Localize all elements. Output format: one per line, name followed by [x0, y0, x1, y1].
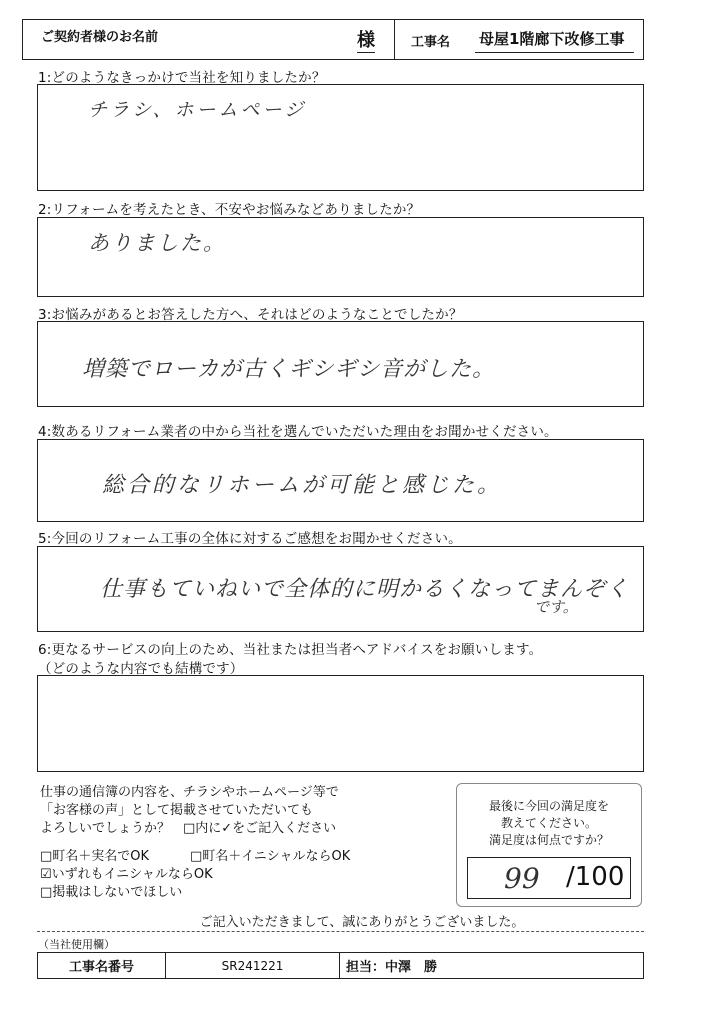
header-box — [22, 19, 644, 60]
publication-text-3: よろしいでしょうか？ □内に✓をご記入ください — [40, 821, 337, 836]
publication-option-no-publish[interactable]: □掲載はしないでほしい — [40, 885, 183, 900]
publication-option-real-name[interactable]: □町名＋実名でOK — [40, 849, 150, 864]
answer-4: 総合的なリホームが可能と感じた。 — [102, 473, 503, 498]
answer-box-4[interactable] — [37, 439, 644, 522]
question-4: 4:数あるリフォーム業者の中から当社を選んでいただいた理由をお聞かせください。 — [38, 424, 558, 440]
project-name-label: 工事名 — [411, 35, 451, 50]
office-divider — [37, 931, 644, 932]
publication-option-all-initials[interactable]: ☑いずれもイニシャルならOK — [40, 867, 213, 882]
question-2: 2:リフォームを考えたとき、不安やお悩みなどありましたか？ — [38, 202, 421, 218]
score-box[interactable] — [467, 857, 631, 899]
honorific: 様 — [357, 26, 375, 53]
answer-5-line2: です。 — [534, 598, 578, 616]
answer-box-6[interactable] — [37, 675, 644, 772]
staff-name: 担当：中澤 勝 — [346, 960, 438, 975]
answer-1: チラシ、ホームページ — [88, 99, 307, 121]
answer-box-2[interactable] — [37, 217, 644, 297]
publication-option-town-initials[interactable]: □町名＋イニシャルならOK — [190, 849, 351, 864]
question-1: 1:どのようなきっかけで当社を知りましたか？ — [38, 70, 326, 86]
customer-name-cell[interactable] — [23, 20, 395, 59]
publication-text-2: 「お客様の声」として掲載させていただいても — [40, 803, 314, 818]
office-use-label: （当社使用欄） — [38, 938, 115, 951]
office-table — [37, 952, 644, 979]
score-value: 99 — [504, 862, 540, 895]
question-3: 3:お悩みがあるとお答えした方へ、それはどのようなことでしたか？ — [38, 307, 463, 323]
answer-box-3[interactable] — [37, 321, 644, 407]
answer-3: 増築でローカが古くギシギシ音がした。 — [82, 357, 496, 382]
customer-name-label: ご契約者様のお名前 — [41, 30, 159, 45]
question-5: 5:今回のリフォーム工事の全体に対するご感想をお聞かせください。 — [38, 531, 462, 547]
answer-box-1[interactable] — [37, 84, 644, 191]
project-code-value: SR241221 — [166, 953, 340, 978]
project-code-label: 工事名番号 — [38, 953, 166, 978]
score-max: /100 — [566, 862, 625, 892]
project-name-cell — [395, 20, 643, 59]
satisfaction-panel — [456, 783, 642, 907]
answer-5: 仕事もていねいで全体的に明かるくなってまんぞく — [100, 577, 630, 602]
publication-text-1: 仕事の通信簿の内容を、チラシやホームページ等で — [40, 785, 339, 800]
project-name-value: 母屋1階廊下改修工事 — [475, 28, 634, 53]
satisfaction-text-2: 教えてください。 — [500, 816, 597, 830]
satisfaction-text-1: 最後に今回の満足度を — [488, 799, 609, 813]
question-6-sublabel: （どのような内容でも結構です） — [38, 661, 244, 677]
question-6: 6:更なるサービスの向上のため、当社または担当者へアドバイスをお願いします。 — [38, 642, 543, 658]
answer-2: ありました。 — [88, 231, 226, 255]
satisfaction-text-3: 満足度は何点ですか？ — [488, 833, 609, 847]
thanks-message: ご記入いただきまして、誠にありがとうございました。 — [199, 915, 525, 930]
answer-box-5[interactable] — [37, 546, 644, 632]
